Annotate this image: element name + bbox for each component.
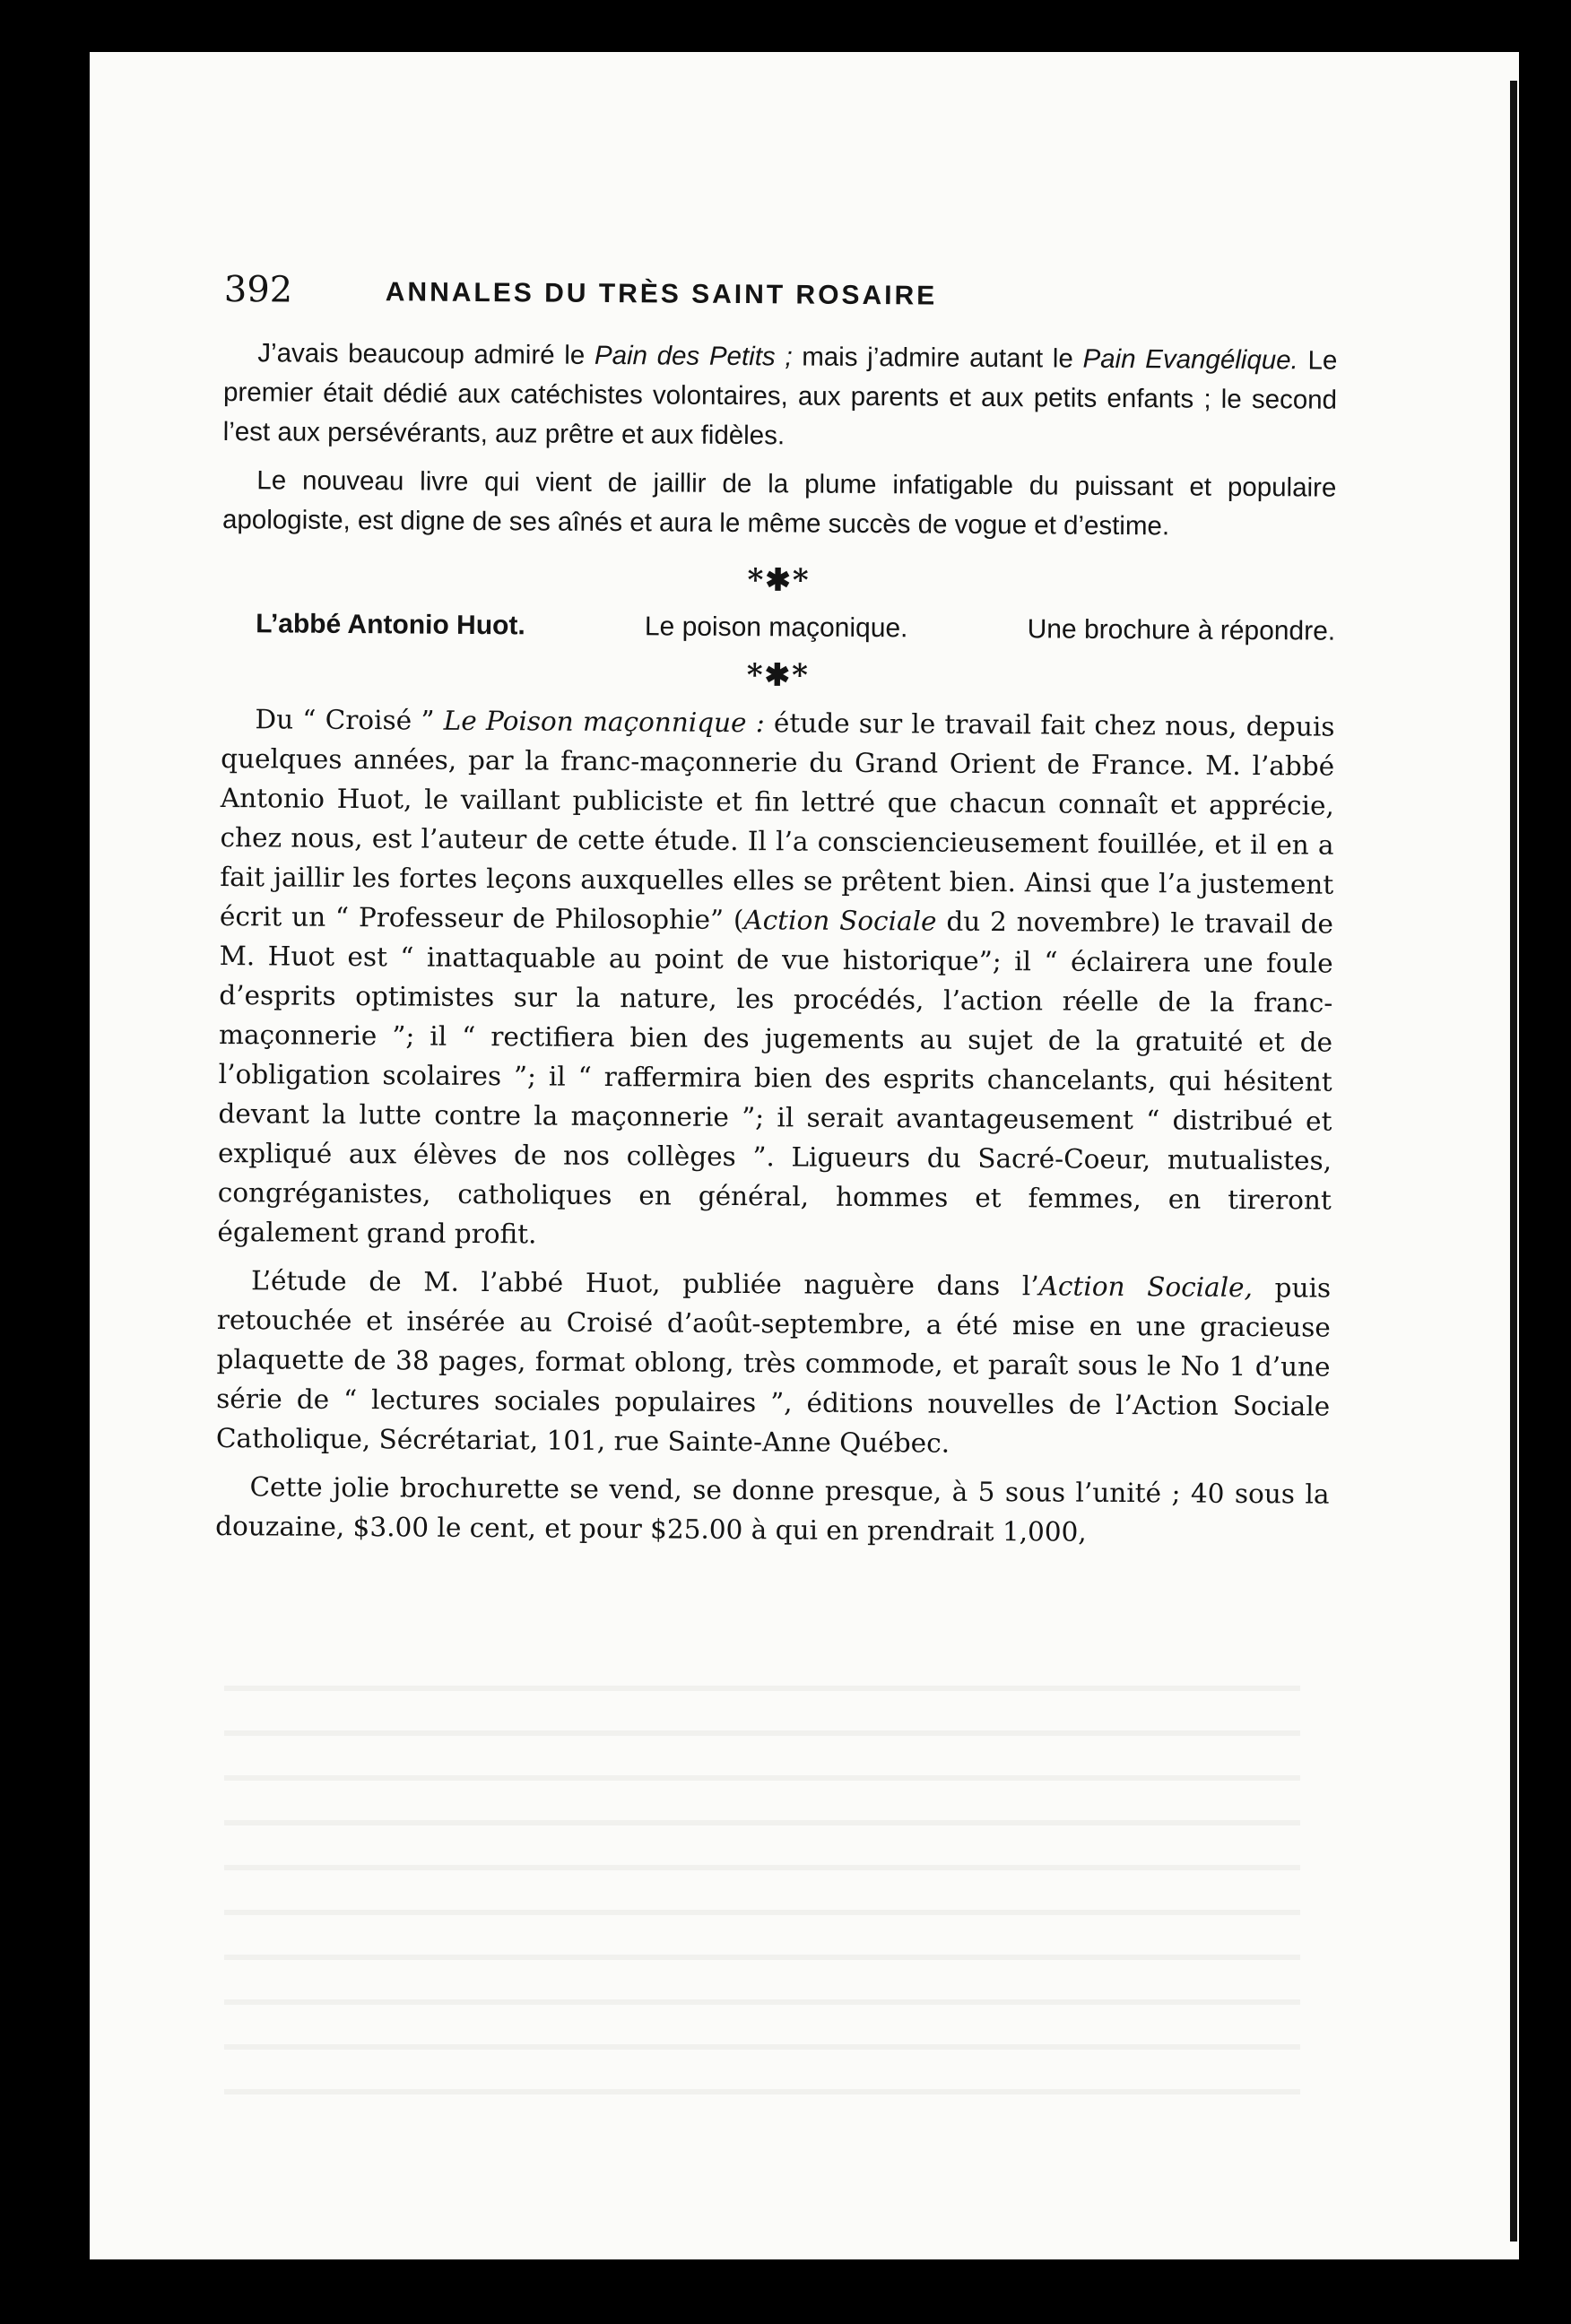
paragraph-2: Le nouveau livre qui vient de jaillir de la plume infatigable du puissant et populaire apologiste, est digne de ses aînés et aura le même succès de vogue et d’estime. (221, 465, 1337, 542)
ornament-stars-2: *✱* (746, 657, 811, 694)
p4-text-c: puis retouchée et insérée au Croisé d’août-septembre, a été mise en une gracieuse plaquette de 38 pages, format oblong, très commode, et paraît sous le No 1 d’une série de “ lectures sociales populaires ”, éditions nouvelles de l’Action Sociale Catholique, Sécrétariat, 101, rue Sainte-Anne Québec. (215, 1272, 1332, 1459)
ghost-line (224, 1910, 1300, 1915)
ghost-line (224, 1865, 1300, 1870)
ornament-stars-1: *✱* (747, 562, 811, 599)
facing-page-edge (1510, 81, 1517, 2242)
notice-author: L’abbé Antonio Huot. (256, 609, 525, 641)
notice-title: Le poison maçonique. (644, 611, 908, 644)
page-header (223, 269, 1337, 342)
ghost-line (224, 1775, 1300, 1781)
paragraph-3 (217, 699, 1334, 1260)
ghost-line (224, 1955, 1300, 1960)
p1-text-c: mais j’admire autant le (792, 342, 1083, 374)
p4-journal: Action Sociale, (1038, 1270, 1254, 1304)
p3-title: Le Poison maçonnique : (443, 705, 765, 739)
p1-title-pain-des-petits: Pain des Petits ; (594, 340, 793, 372)
ghost-line (224, 1999, 1300, 2005)
faded-bleed-through (224, 1686, 1300, 2134)
p1-text-a: J’avais beaucoup admiré le (257, 338, 595, 370)
book-notice-line (221, 604, 1335, 652)
p1-text-e: Le premier était dédié aux catéchistes volontaires, aux parents et aux petits enfants ; le second l’est aux persévérants, auz prêtre et aux fidèles. (222, 345, 1338, 451)
ghost-line (224, 2044, 1300, 2050)
ghost-line (224, 1686, 1300, 1691)
page-content (215, 269, 1338, 1563)
p1-title-pain-evangelique: Pain Evangélique. (1082, 343, 1298, 376)
notice-subtitle: Une brochure à répondre. (1027, 614, 1336, 646)
page-number: 392 (223, 269, 293, 311)
paragraph-4 (216, 1261, 1332, 1466)
p4-text-a: L’étude de M. l’abbé Huot, publiée naguère dans l’ (251, 1265, 1039, 1302)
p3-text-c: étude sur le travail fait chez nous, depuis quelques années, par la franc-maçonnerie du Grand Orient de France. M. l’abbé Antonio Huot, le vaillant publiciste et fin lettré que chacun connaît et apprécie, chez nous, est l’auteur de cette étude. Il l’a consciencieusement fouillée, et il en a fait jaillir les fortes leçons auxquelles elles se prêtent bien. Ainsi que l’a justement écrit un “ Professeur de Philosophie” ( (219, 707, 1335, 936)
ghost-line (224, 1820, 1300, 1825)
paragraph-5: Cette jolie brochurette se vend, se donne presque, à 5 sous l’unité ; 40 sous la douzaine, $3.00 le cent, et pour $25.00 à qui en prendrait 1,000, (215, 1471, 1330, 1548)
ghost-line (224, 1730, 1300, 1736)
p3-text-e: du 2 novembre) le travail de M. Huot est “ inattaquable au point de vue historique”; il “ éclairera une foule d’esprits optimistes sur la nature, les procédés, l’action réelle de la franc-maçonnerie ”; il “ rectifiera bien des jugements au sujet de la gratuité et de l’obligation scolaires ”; il “ raffermira bien des esprits chancelants, qui hésitent devant la lutte contre la maçonnerie ”; il serait avantageusement “ distribué et expliqué aux élèves de nos collèges ”. Ligueurs du Sacré-Coeur, mutualistes, congréganistes, catholiques en général, hommes et femmes, en tireront également grand profit. (217, 906, 1334, 1250)
running-title: ANNALES DU TRÈS SAINT ROSAIRE (385, 277, 938, 311)
ghost-line (224, 2089, 1300, 2094)
p3-source: Du “ Croisé ” (255, 704, 444, 736)
paragraph-1 (223, 334, 1338, 460)
p3-journal: Action Sociale (743, 905, 937, 937)
